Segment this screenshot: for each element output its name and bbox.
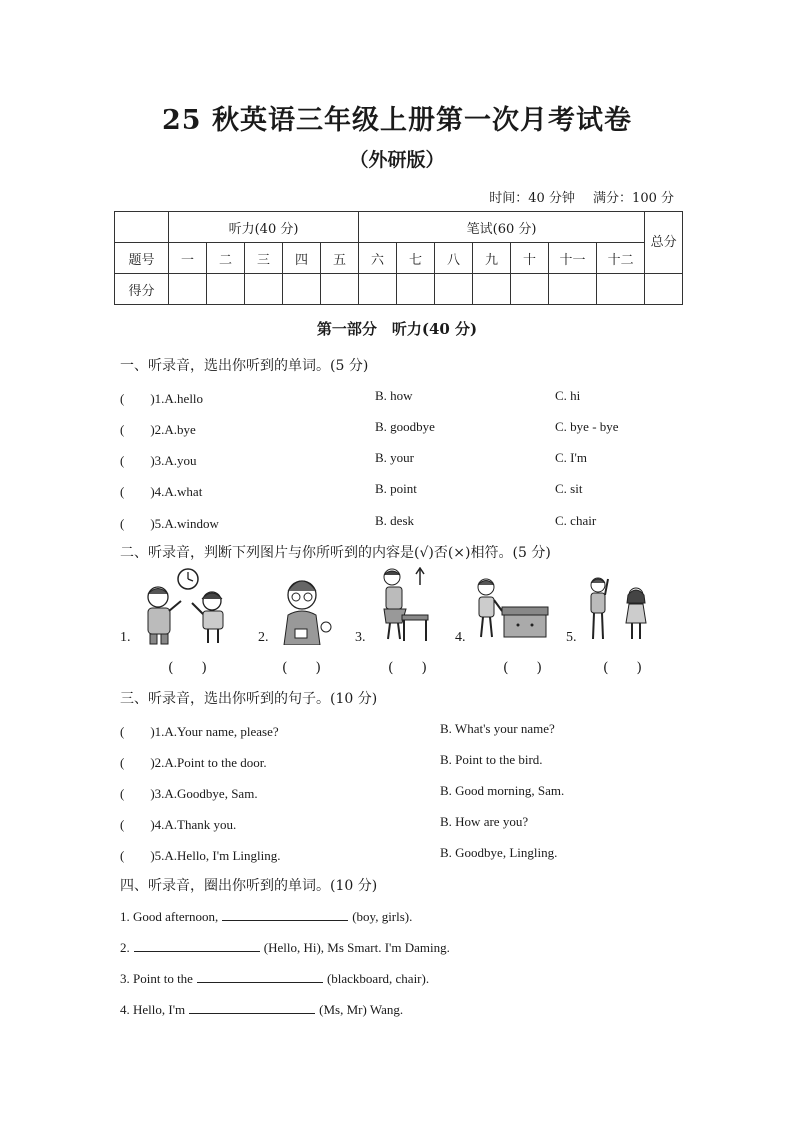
sentence-option-a: ( )5.A.Hello, I'm Lingling. xyxy=(120,848,281,863)
question-option-c: C. chair xyxy=(555,513,597,528)
answer-parentheses[interactable]: ( ) xyxy=(282,660,321,676)
score-cell[interactable] xyxy=(359,274,397,305)
listening-header: 听力(40 分) xyxy=(169,212,359,243)
question-option-a: ( )1.A.hello xyxy=(120,391,204,406)
score-cell[interactable] xyxy=(435,274,473,305)
score-cell[interactable] xyxy=(283,274,321,305)
page-subtitle: （外研版） xyxy=(349,149,445,171)
number-cell: 十二 xyxy=(597,243,645,274)
blank-prefix: 4. Hello, I'm xyxy=(120,1002,186,1017)
section-three-heading: 三、听录音，选出你听到的句子。(10 分) xyxy=(120,691,378,707)
answer-blank[interactable] xyxy=(134,939,260,952)
number-cell: 二 xyxy=(207,243,245,274)
picture-girl-chair xyxy=(372,567,434,645)
picture-number: 5. xyxy=(566,630,577,645)
question-option-c: C. bye - bye xyxy=(555,419,619,434)
blank-prefix: 3. Point to the xyxy=(120,971,193,986)
question-option-c: C. sit xyxy=(555,481,583,496)
question-option-c: C. hi xyxy=(555,388,581,403)
picture-number: 4. xyxy=(455,630,466,645)
answer-parentheses[interactable]: ( ) xyxy=(168,660,207,676)
question-row xyxy=(120,845,680,865)
picture-boy-girl xyxy=(582,567,652,645)
question-row xyxy=(120,450,680,470)
number-cell: 九 xyxy=(473,243,511,274)
picture-number: 1. xyxy=(120,630,131,645)
picture-greeting-clock xyxy=(136,567,236,645)
score-cell[interactable] xyxy=(645,274,683,305)
question-option-b: B. how xyxy=(375,388,413,403)
answer-blank[interactable] xyxy=(189,1001,315,1014)
time-limit: 时间：40 分钟 xyxy=(489,191,575,206)
picture-boy-desk xyxy=(470,567,550,645)
page-title: 25 秋英语三年级上册第一次月考试卷 xyxy=(162,105,632,136)
score-cell[interactable] xyxy=(207,274,245,305)
sentence-option-b: B. Goodbye, Lingling. xyxy=(440,845,558,860)
fill-blank-row xyxy=(120,939,680,959)
picture-number: 2. xyxy=(258,630,269,645)
number-cell: 五 xyxy=(321,243,359,274)
question-row xyxy=(120,783,680,803)
number-cell: 一 xyxy=(169,243,207,274)
answer-blank[interactable] xyxy=(222,908,348,921)
question-option-a: ( )5.A.window xyxy=(120,516,219,531)
score-table xyxy=(114,211,683,305)
full-score: 满分：100 分 xyxy=(593,191,674,206)
score-cell[interactable] xyxy=(511,274,549,305)
section-one-heading: 一、听录音，选出你听到的单词。(5 分) xyxy=(120,358,369,374)
question-row xyxy=(120,513,680,533)
answer-parentheses[interactable]: ( ) xyxy=(503,660,542,676)
number-cell: 八 xyxy=(435,243,473,274)
score-cell[interactable] xyxy=(245,274,283,305)
question-row xyxy=(120,388,680,408)
number-cell: 十一 xyxy=(549,243,597,274)
blank-choices: (Hello, Hi), Ms Smart. I'm Daming. xyxy=(263,940,450,955)
question-option-b: B. desk xyxy=(375,513,414,528)
sentence-option-a: ( )3.A.Goodbye, Sam. xyxy=(120,786,258,801)
blank-prefix: 1. Good afternoon, xyxy=(120,909,219,924)
part-one-title: 第一部分 听力(40 分) xyxy=(316,320,478,338)
writing-header: 笔试(60 分) xyxy=(359,212,645,243)
question-option-b: B. goodbye xyxy=(375,419,435,434)
question-row xyxy=(120,752,680,772)
question-row xyxy=(120,814,680,834)
number-cell: 六 xyxy=(359,243,397,274)
number-cell: 三 xyxy=(245,243,283,274)
number-cell: 十 xyxy=(511,243,549,274)
blank-choices: (boy, girls). xyxy=(352,909,413,924)
score-cell[interactable] xyxy=(397,274,435,305)
answer-parentheses[interactable]: ( ) xyxy=(603,660,642,676)
answer-blank[interactable] xyxy=(197,970,323,983)
sentence-option-b: B. How are you? xyxy=(440,814,529,829)
exam-meta xyxy=(475,187,674,206)
picture-teacher xyxy=(278,567,338,645)
question-row xyxy=(120,419,680,439)
fill-blank-row xyxy=(120,970,680,990)
sentence-option-a: ( )4.A.Thank you. xyxy=(120,817,237,832)
sentence-option-a: ( )2.A.Point to the door. xyxy=(120,755,267,770)
score-cell[interactable] xyxy=(473,274,511,305)
question-option-a: ( )3.A.you xyxy=(120,453,197,468)
score-cell[interactable] xyxy=(549,274,597,305)
blank-choices: (blackboard, chair). xyxy=(326,971,430,986)
fill-blank-row xyxy=(120,1001,680,1021)
score-cell[interactable] xyxy=(597,274,645,305)
sentence-option-b: B. Good morning, Sam. xyxy=(440,783,565,798)
question-option-a: ( )4.A.what xyxy=(120,484,203,499)
sentence-option-a: ( )1.A.Your name, please? xyxy=(120,724,279,739)
number-cell: 四 xyxy=(283,243,321,274)
answer-parentheses[interactable]: ( ) xyxy=(388,660,427,676)
sentence-option-b: B. Point to the bird. xyxy=(440,752,543,767)
number-cell: 七 xyxy=(397,243,435,274)
score-cell[interactable] xyxy=(169,274,207,305)
question-option-b: B. point xyxy=(375,481,417,496)
question-option-c: C. I'm xyxy=(555,450,587,465)
picture-number: 3. xyxy=(355,630,366,645)
score-table-corner xyxy=(115,212,169,243)
question-option-b: B. your xyxy=(375,450,414,465)
sentence-option-b: B. What's your name? xyxy=(440,721,555,736)
total-header: 总分 xyxy=(645,212,683,274)
row-label-number: 题号 xyxy=(115,243,169,274)
blank-choices: (Ms, Mr) Wang. xyxy=(319,1002,404,1017)
blank-prefix: 2. xyxy=(120,940,130,955)
row-label-score: 得分 xyxy=(115,274,169,305)
fill-blank-row xyxy=(120,908,680,928)
score-cell[interactable] xyxy=(321,274,359,305)
section-four-heading: 四、听录音，圈出你听到的单词。(10 分) xyxy=(120,878,378,894)
section-two-heading: 二、听录音，判断下列图片与你所听到的内容是(√)否(×)相符。(5 分) xyxy=(120,545,551,561)
question-row xyxy=(120,721,680,741)
question-row xyxy=(120,481,680,501)
question-option-a: ( )2.A.bye xyxy=(120,422,196,437)
